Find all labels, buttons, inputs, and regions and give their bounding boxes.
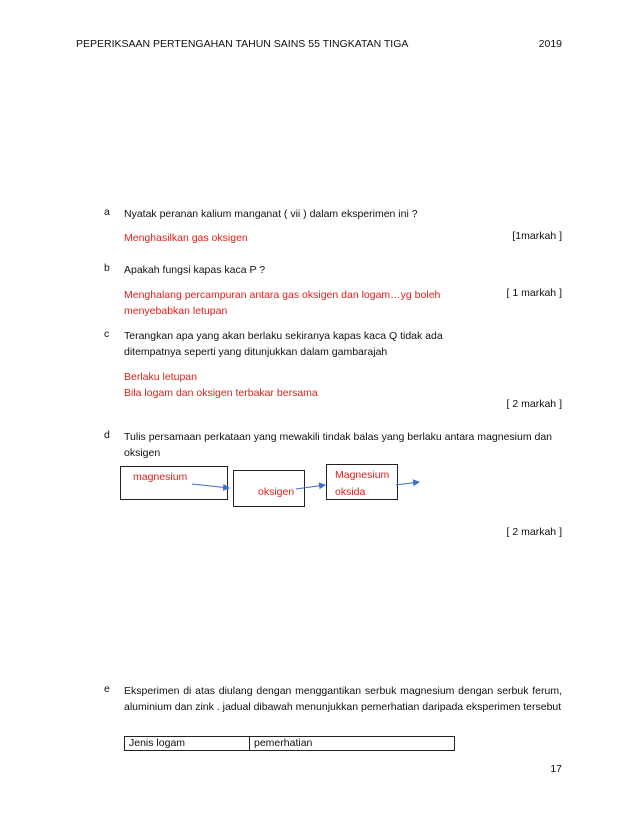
question-b-answer-line2: menyebabkan letupan	[124, 305, 228, 317]
question-b-letter: b	[104, 262, 110, 274]
question-c-letter: c	[104, 328, 110, 340]
table-header-jenis-logam: Jenis logam	[125, 737, 250, 751]
page-header-year: 2019	[538, 38, 562, 50]
table-header-pemerhatian: pemerhatian	[250, 737, 455, 751]
question-c-text-line2: ditempatnya seperti yang ditunjukkan dalam gambarajah	[124, 346, 388, 358]
question-b-text: Apakah fungsi kapas kaca P ?	[124, 264, 266, 276]
arrow-1	[192, 484, 229, 488]
equation-box-product-line1: Magnesium	[335, 469, 390, 481]
equation-box-product-line2: oksida	[335, 486, 366, 498]
equation-box-magnesium-label: magnesium	[133, 471, 188, 483]
page-number: 17	[550, 763, 562, 775]
question-e-letter: e	[104, 683, 110, 695]
observation-table	[124, 736, 455, 751]
question-b-answer-line1: Menghalang percampuran antara gas oksigen dan logam…yg boleh	[124, 289, 441, 301]
question-c-answer-line2: Bila logam dan oksigen terbakar bersama	[124, 387, 318, 399]
question-a-letter: a	[104, 206, 110, 218]
question-c-answer-line1: Berlaku letupan	[124, 371, 197, 383]
question-a-marks: [1markah ]	[512, 230, 562, 242]
question-c-marks: [ 2 markah ]	[506, 398, 562, 410]
question-c-text-line1: Terangkan apa yang akan berlaku sekiranya kapas kaca Q tidak ada	[124, 330, 443, 342]
page-header-title: PEPERIKSAAN PERTENGAHAN TAHUN SAINS 55 TINGKATAN TIGA	[76, 38, 409, 50]
question-b-marks: [ 1 markah ]	[506, 287, 562, 299]
question-d-text-line2: oksigen	[124, 447, 161, 459]
question-d-marks: [ 2 markah ]	[506, 526, 562, 538]
question-d-text-line1: Tulis persamaan perkataan yang mewakili tindak balas yang berlaku antara magnesium dan	[124, 431, 553, 443]
table-header-row	[125, 737, 455, 751]
arrow-2	[296, 485, 325, 489]
question-a-text: Nyatak peranan kalium manganat ( vii ) dalam eksperimen ini ?	[124, 208, 418, 220]
question-a-answer: Menghasilkan gas oksigen	[124, 232, 248, 244]
question-d-letter: d	[104, 429, 110, 441]
arrow-3	[396, 482, 419, 485]
question-e-text: Eksperimen di atas diulang dengan menggantikan serbuk magnesium dengan serbuk ferum, aluminium dan zink . jadual dibawah menunjukkan pemerhatian daripada eksperimen tersebut	[124, 685, 562, 713]
equation-box-oksigen-label: oksigen	[258, 486, 295, 498]
